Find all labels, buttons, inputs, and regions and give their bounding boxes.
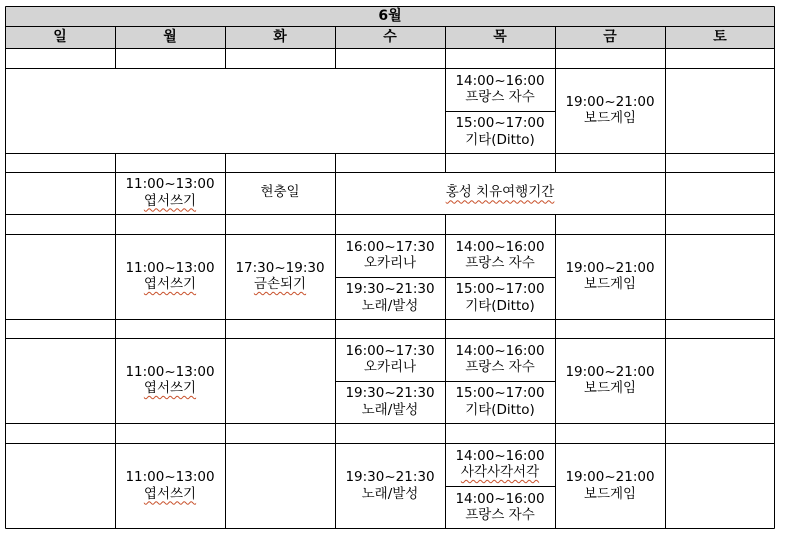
day-number [5, 214, 115, 234]
event-time: 11:00~13:00 [125, 259, 215, 276]
event-title: 금손되기 [253, 276, 307, 292]
event-time: 19:00~21:00 [565, 93, 655, 110]
day-number [225, 214, 335, 234]
event-time: 16:00~17:30 [345, 342, 435, 359]
event-time: 14:00~16:00 [455, 342, 545, 359]
event-title: 기타(Ditto) [465, 297, 535, 314]
event-title: 현충일 [260, 184, 300, 201]
day-number [665, 319, 775, 338]
day-number [445, 214, 555, 234]
event-cell [335, 381, 445, 423]
event-title: 노래/발성 [361, 297, 419, 314]
event-title: 엽서쓰기 [143, 380, 197, 396]
event-time: 19:00~21:00 [565, 469, 655, 485]
event-cell [335, 338, 445, 381]
event-title: 오카리나 [363, 255, 417, 271]
event-title: 노래/발성 [361, 485, 419, 502]
event-cell [445, 234, 555, 277]
event-title: 기타(Ditto) [465, 401, 535, 418]
event-time: 19:30~21:30 [345, 385, 435, 401]
event-cell [555, 338, 665, 423]
event-time: 11:00~13:00 [125, 363, 215, 380]
event-cell [445, 338, 555, 381]
event-cell [335, 234, 445, 277]
weekday-header: 금 [603, 29, 617, 45]
event-cell [335, 172, 665, 214]
event-cell [225, 234, 335, 319]
event-cell [445, 443, 555, 486]
event-title: 사각사각서각 [460, 464, 540, 480]
day-number [335, 423, 445, 443]
event-cell [555, 234, 665, 319]
event-cell [115, 234, 225, 319]
event-title: 보드게임 [583, 485, 637, 502]
day-number [115, 153, 225, 172]
event-title: 프랑스 자수 [465, 507, 535, 523]
day-number [665, 48, 775, 68]
event-cell [445, 277, 555, 319]
calendar-table [5, 6, 775, 529]
event-time: 14:00~16:00 [455, 238, 545, 255]
event-time: 19:30~21:30 [345, 469, 435, 485]
event-time: 15:00~17:00 [455, 385, 545, 401]
event-title: 엽서쓰기 [143, 276, 197, 292]
day-number [445, 423, 555, 443]
day-number [225, 423, 335, 443]
event-cell [555, 443, 665, 529]
event-time: 19:00~21:00 [565, 259, 655, 276]
event-title: 노래/발성 [361, 401, 419, 418]
event-time: 19:00~21:00 [565, 363, 655, 380]
event-cell [115, 443, 225, 529]
event-cell [555, 68, 665, 153]
day-number [445, 48, 555, 68]
day-number [115, 214, 225, 234]
event-time: 11:00~13:00 [125, 176, 215, 192]
day-number [115, 319, 225, 338]
weekday-header: 토 [713, 29, 727, 45]
month-title: 6월 [378, 8, 402, 24]
day-number [5, 423, 115, 443]
event-title: 보드게임 [583, 380, 637, 396]
day-number [335, 153, 445, 172]
weekday-header: 일 [53, 29, 67, 45]
day-number [445, 319, 555, 338]
event-title: 홍성 치유여행기간 [445, 184, 555, 201]
event-cell [115, 338, 225, 423]
day-number [5, 319, 115, 338]
event-title: 프랑스 자수 [465, 89, 535, 105]
event-time: 11:00~13:00 [125, 469, 215, 485]
day-number [665, 214, 775, 234]
event-cell [335, 443, 445, 529]
day-number [555, 153, 665, 172]
event-title: 오카리나 [363, 359, 417, 375]
event-time: 14:00~16:00 [455, 72, 545, 89]
day-number [555, 214, 665, 234]
day-number [5, 153, 115, 172]
event-time: 15:00~17:00 [455, 115, 545, 131]
event-cell [445, 381, 555, 423]
event-cell [225, 172, 335, 214]
weekday-header: 수 [383, 29, 397, 45]
event-cell [115, 172, 225, 214]
event-title: 보드게임 [583, 110, 637, 126]
day-number [225, 153, 335, 172]
day-number [335, 214, 445, 234]
event-title: 엽서쓰기 [143, 192, 197, 209]
event-time: 14:00~16:00 [455, 447, 545, 464]
event-time: 16:00~17:30 [345, 238, 435, 255]
event-title: 프랑스 자수 [465, 359, 535, 375]
day-number [225, 319, 335, 338]
day-number [335, 319, 445, 338]
event-cell [445, 68, 555, 111]
day-number [115, 423, 225, 443]
event-time: 14:00~16:00 [455, 490, 545, 507]
event-cell [445, 486, 555, 529]
event-title: 기타(Ditto) [465, 131, 535, 148]
event-time: 17:30~19:30 [235, 259, 325, 276]
day-number [665, 153, 775, 172]
event-cell [335, 277, 445, 319]
weekday-header: 월 [163, 29, 177, 45]
day-number [445, 153, 555, 172]
day-number [555, 423, 665, 443]
event-title: 보드게임 [583, 276, 637, 292]
event-title: 엽서쓰기 [143, 485, 197, 502]
event-title: 프랑스 자수 [465, 255, 535, 271]
day-number [555, 48, 665, 68]
event-time: 19:30~21:30 [345, 281, 435, 297]
event-time: 15:00~17:00 [455, 281, 545, 297]
weekday-header: 목 [493, 29, 507, 45]
event-cell [445, 111, 555, 153]
day-number [555, 319, 665, 338]
weekday-header: 화 [273, 29, 287, 45]
